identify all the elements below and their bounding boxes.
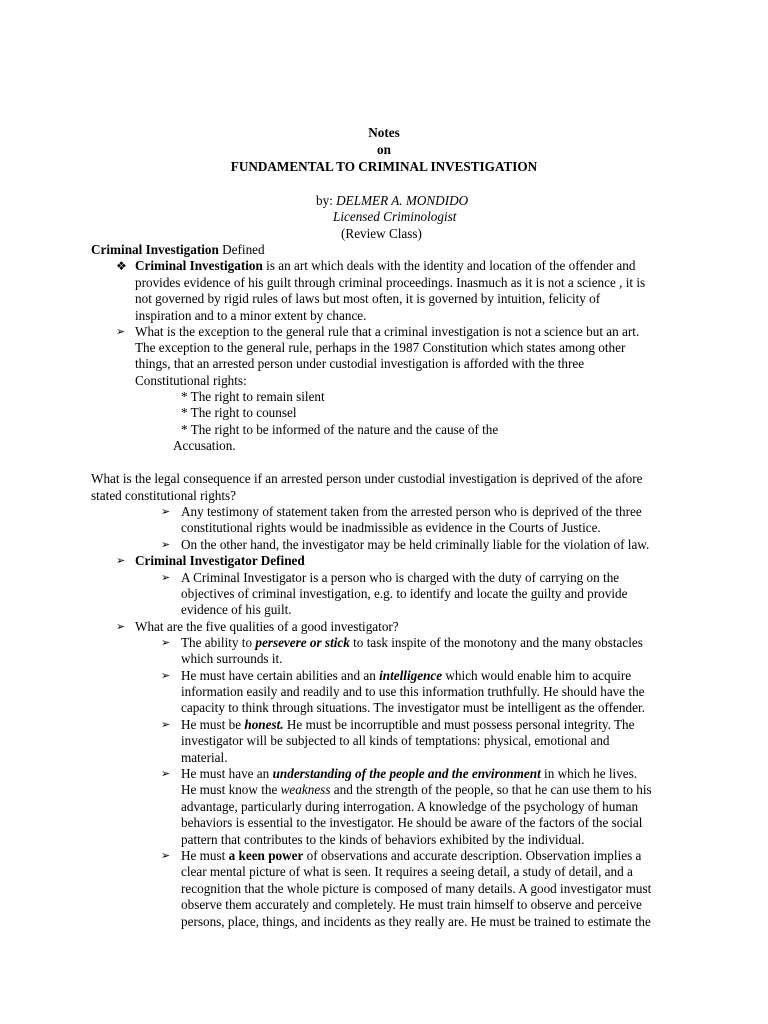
quality-line: capacity to think through situations. The investigator must be intelligent as the offender. — [181, 700, 645, 715]
arrow-bullet-icon: ➢ — [116, 325, 126, 338]
arrow-bullet-icon: ➢ — [161, 505, 171, 518]
notes-heading: Notes — [368, 125, 400, 140]
investigator-definition-line: A Criminal Investigator is a person who is charged with the duty of carrying on the — [181, 570, 620, 585]
right-item-continuation: Accusation. — [173, 438, 236, 453]
quality-line: information easily and readily and to use this information truthfully. He should have the — [181, 684, 645, 699]
answer-line: On the other hand, the investigator may be held criminally liable for the violation of law. — [181, 537, 650, 552]
quality-line: advantage, particularly during interrogation. A knowledge of the psychology of human — [181, 799, 639, 814]
quality-line: material. — [181, 750, 228, 765]
quality-line: The ability to persevere or stick to task inspite of the monotony and the many obstacles — [181, 635, 643, 650]
question-line: What is the legal consequence if an arrested person under custodial investigation is deprived of the afore — [91, 471, 643, 486]
arrow-bullet-icon: ➢ — [161, 849, 171, 862]
definition-line: inspiration and to a minor extent by chance. — [135, 308, 367, 323]
quality-line: He must be honest. He must be incorruptible and must possess personal integrity. The — [181, 717, 635, 732]
quality-line: He must have certain abilities and an intelligence which would enable him to acquire — [181, 668, 632, 683]
quality-line: observe them accurately and completely. He must train himself to observe and perceive — [181, 897, 642, 912]
investigator-definition-line: evidence of his guilt. — [181, 602, 292, 617]
author-name: DELMER A. MONDIDO — [336, 193, 469, 208]
quality-line: behaviors is essential to the investigator. He should be aware of the factors of the social — [181, 815, 643, 830]
section-heading-criminal-investigation: Criminal Investigation Defined — [91, 242, 265, 257]
exception-line: things, that an arrested person under custodial investigation is afforded with the three — [135, 356, 585, 371]
quality-line: clear mental picture of what is seen. It requires a seeing detail, a study of detail, and a — [181, 864, 633, 879]
section-heading-criminal-investigator: Criminal Investigator Defined — [135, 553, 305, 568]
quality-line: investigator will be subjected to all kinds of temptations: physical, emotional and — [181, 733, 610, 748]
question-line: stated constitutional rights? — [91, 488, 237, 503]
arrow-bullet-icon: ➢ — [161, 767, 171, 780]
definition-line: not governed by rigid rules of laws but most often, it is governed by intuition, felicity of — [135, 291, 601, 306]
class-label: (Review Class) — [341, 226, 422, 241]
right-item: * The right to counsel — [181, 405, 297, 420]
quality-line: pattern that contributes to the kinds of behaviors exhibited by the individual. — [181, 832, 585, 847]
qualities-question: What are the five qualities of a good investigator? — [135, 619, 399, 634]
arrow-bullet-icon: ➢ — [161, 669, 171, 682]
quality-line: recognition that the whole picture is composed of many details. A good investigator must — [181, 881, 652, 896]
document-title: FUNDAMENTAL TO CRIMINAL INVESTIGATION — [230, 159, 538, 174]
arrow-bullet-icon: ➢ — [161, 571, 171, 584]
arrow-bullet-icon: ➢ — [116, 620, 126, 633]
arrow-bullet-icon: ➢ — [161, 718, 171, 731]
exception-line: The exception to the general rule, perhaps in the 1987 Constitution which states among other — [135, 340, 626, 355]
right-item: * The right to remain silent — [181, 389, 325, 404]
exception-line: What is the exception to the general rule that a criminal investigation is not a science but an art. — [135, 324, 640, 339]
investigator-definition-line: objectives of criminal investigation, e.g. to identify and locate the guilty and provide — [181, 586, 628, 601]
arrow-bullet-icon: ➢ — [161, 636, 171, 649]
answer-line: constitutional rights would be inadmissible as evidence in the Courts of Justice. — [181, 520, 601, 535]
quality-line: He must a keen power of observations and accurate description. Observation implies a — [181, 848, 642, 863]
quality-line: He must have an understanding of the people and the environment in which he lives. — [181, 766, 638, 781]
answer-line: Any testimony of statement taken from the arrested person who is deprived of the three — [181, 504, 642, 519]
right-item: * The right to be informed of the nature and the cause of the — [181, 422, 499, 437]
exception-line: Constitutional rights: — [135, 373, 247, 388]
quality-line: which surrounds it. — [181, 651, 283, 666]
quality-line: He must know the weakness and the strength of the people, so that he can use them to his — [181, 782, 652, 797]
byline: by: DELMER A. MONDIDO — [316, 193, 469, 208]
on-heading: on — [377, 142, 391, 157]
author-role: Licensed Criminologist — [333, 209, 457, 224]
diamond-bullet-icon: ❖ — [116, 259, 127, 273]
arrow-bullet-icon: ➢ — [116, 554, 126, 567]
arrow-bullet-icon: ➢ — [161, 538, 171, 551]
definition-line: provides evidence of his guilt through criminal proceedings. Inasmuch as it is not a science , it is — [135, 275, 646, 290]
definition-line: Criminal Investigation is an art which deals with the identity and location of the offender and — [135, 258, 636, 273]
quality-line: persons, place, things, and incidents as they really are. He must be trained to estimate the — [181, 914, 651, 929]
